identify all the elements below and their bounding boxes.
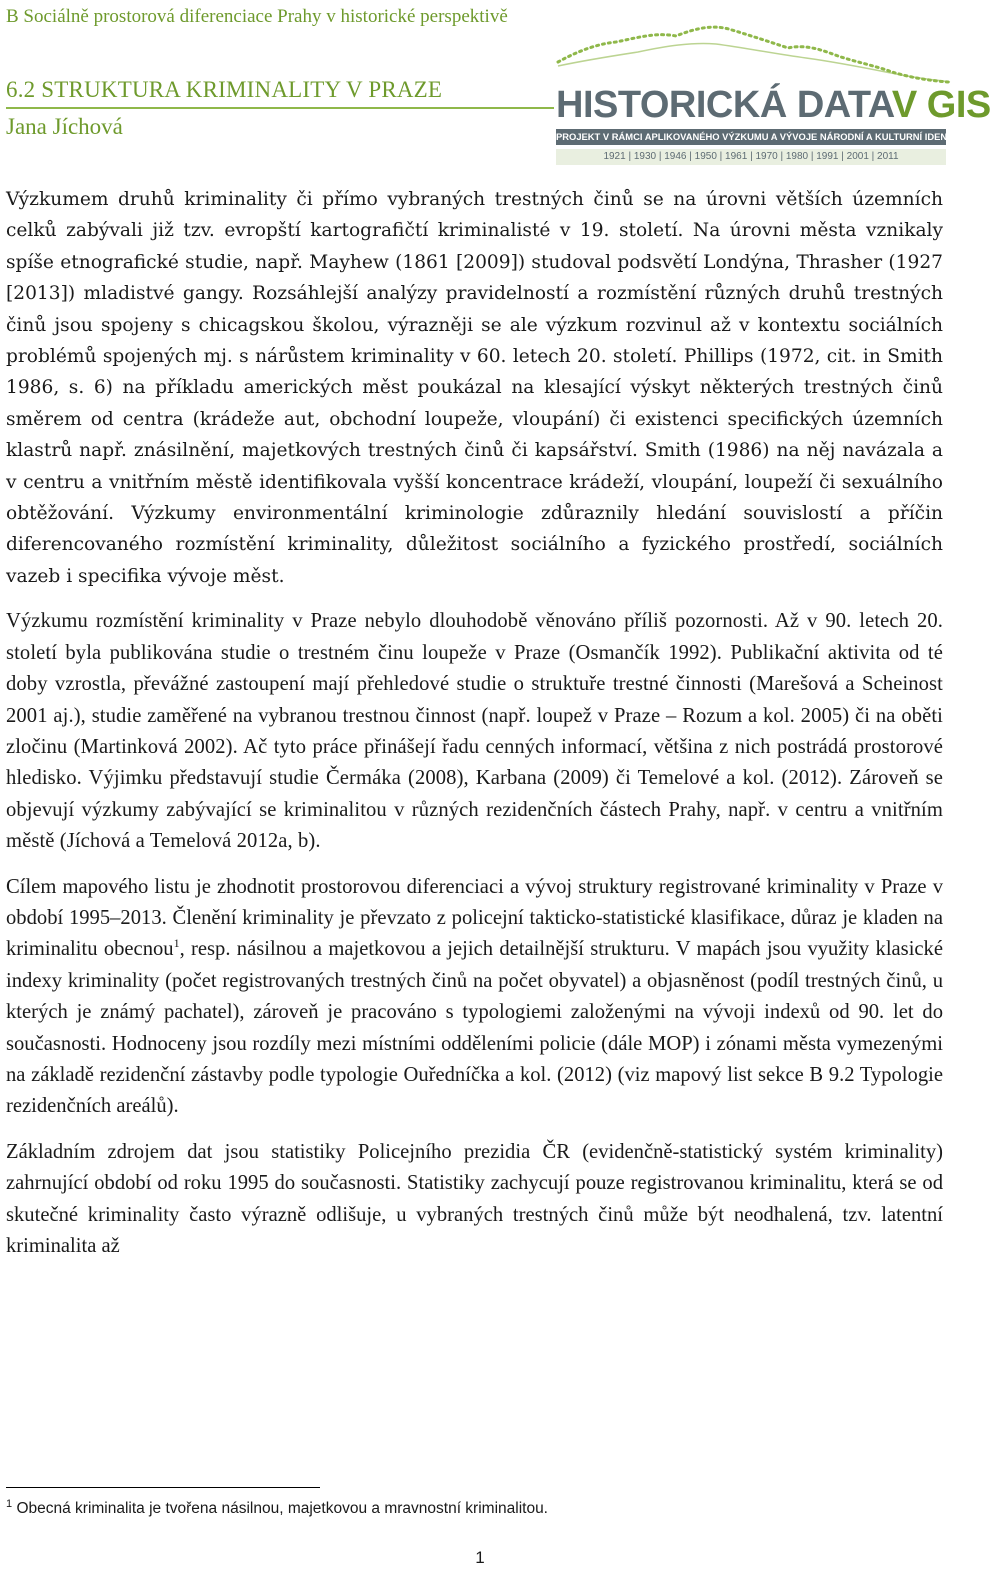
author-name: Jana Jíchová <box>6 114 123 139</box>
footnote-divider <box>6 1487 320 1488</box>
section-title: 6.2 STRUKTURA KRIMINALITY V PRAZE <box>6 77 443 102</box>
footnote-marker: 1 <box>6 1497 13 1510</box>
page-number: 1 <box>475 1548 485 1567</box>
footnote-reference[interactable]: 1 <box>173 936 180 951</box>
paragraph-2: Výzkumu rozmístění kriminality v Praze nebylo dlouhodobě věnováno příliš pozornosti. Až v 90. letech 20. století byla publikována studie o trestném činu loupeže v Praze (Osmančík 1992). Publikační aktivita od té doby vzrostla, převážné zastoupení mají přehledové studie o struktuře trestné činnosti (Marešová a Scheinost 2001 aj.), studie zaměřené na vybranou trestnou činnost (např. loupež v Praze – Rozum a kol. 2005) či na oběti zločinu (Martinková 2002). Ač tyto práce přinášejí řadu cenných informací, většina z nich postrádá prostorové hledisko. Výjimku představují studie Čermáka (2008), Karbana (2009) či Temelové a kol. (2012). Zároveň se objevují výzkumy zabývající se kriminalitou v různých rezidenčních částech Prahy, např. v centru a vnitřním městě (Jíchová a Temelová 2012a, b). <box>6 610 943 853</box>
footnote <box>6 1497 548 1518</box>
paragraph-4: Základním zdrojem dat jsou statistiky Policejního prezidia ČR (evidenčně-statistický systém kriminality) zahrnující období od roku 1995 do současnosti. Statistiky zachycují pouze registrovanou kriminalitu, která se od skutečné kriminality často výrazně odlišuje, u vybraných trestných činů může být neodhalená, tzv. latentní kriminalita až <box>6 1140 943 1257</box>
project-logo <box>556 22 991 172</box>
logo-title: HISTORICKÁ DATAV GIS <box>556 84 991 126</box>
running-head: B Sociálně prostorová diferenciace Prahy v historické perspektivě <box>6 6 508 27</box>
paragraph-3: Cílem mapového listu je zhodnotit prostorovou diferenciaci a vývoj struktury registrované kriminality v Praze v období 1995–2013. Členění kriminality je převzato z policejní takticko-statistické klasifikace, důraz je kladen na kriminalitu obecnou$^1$, resp. násilnou a majetkovou a jejich detailnější strukturu. V mapách jsou využity klasické indexy kriminality (počet registrovaných trestných činů na počet obyvatel) a objasněnost (podíl trestných činů, u kterých je známý pachatel), zároveň je pracováno s typologiemi založenými na vývoji indexů od 90. let do současnosti. Hodnoceny jsou rozdíly mezi místními odděleními policie (dále MOP) i zónami města vymezenými na základě rezidenční zástavby podle typologie Ouředníčka a kol. (2012) (viz mapový list sekce B 9.2 Typologie rezidenčních areálů). <box>6 875 943 1118</box>
logo-census-years: 1921 | 1930 | 1946 | 1950 | 1961 | 1970 | 1980 | 1991 | 2001 | 2011 <box>556 149 946 165</box>
footnote-text: Obecná kriminalita je tvořena násilnou, majetkovou a mravnostní kriminalitou. <box>16 1500 548 1517</box>
logo-subtitle: PROJEKT V RÁMCI APLIKOVANÉHO VÝZKUMU A VÝVOJE NÁRODNÍ A KULTURNÍ IDENTITY <box>556 129 946 145</box>
header-divider <box>6 107 554 109</box>
article-body <box>6 184 943 1276</box>
czech-map-outline-icon <box>556 22 952 84</box>
paragraph-1: Výzkumem druhů kriminality či přímo vybraných trestných činů se na úrovni větších územních celků zabývali již tzv. evropští kartografičtí kriminalisté v 19. století. Na úrovni města vznikaly spíše etnografické studie, např. Mayhew (1861 [2009]) studoval podsvětí Londýna, Thrasher (1927 [2013]) mladistvé gangy. Rozsáhlejší analýzy pravidelností a rozmístění různých druhů trestných činů jsou spojeny s chicagskou školou, výrazněji se ale výzkum rozvinul až v kontextu sociálních problémů spojených mj. s nárůstem kriminality v 60. letech 20. století. Phillips (1972, cit. in Smith 1986, s. 6) na příkladu amerických měst poukázal na klesající výskyt některých trestných činů směrem od centra (krádeže aut, obchodní loupeže, vloupání) či existenci specifických územních klastrů např. znásilnění, majetkových trestných činů či kapsářství. Smith (1986) na něj navázala a v centru a vnitřním městě identifikovala vyšší koncentrace krádeží, vloupání, loupeží či sexuálního obtěžování. Výzkumy environmentální kriminologie zdůraznily hledání souvislostí a příčin diferencovaného rozmístění kriminality, důležitost sociálního a fyzického prostředí, sociálních vazeb i specifika vývoje měst. <box>6 189 943 587</box>
